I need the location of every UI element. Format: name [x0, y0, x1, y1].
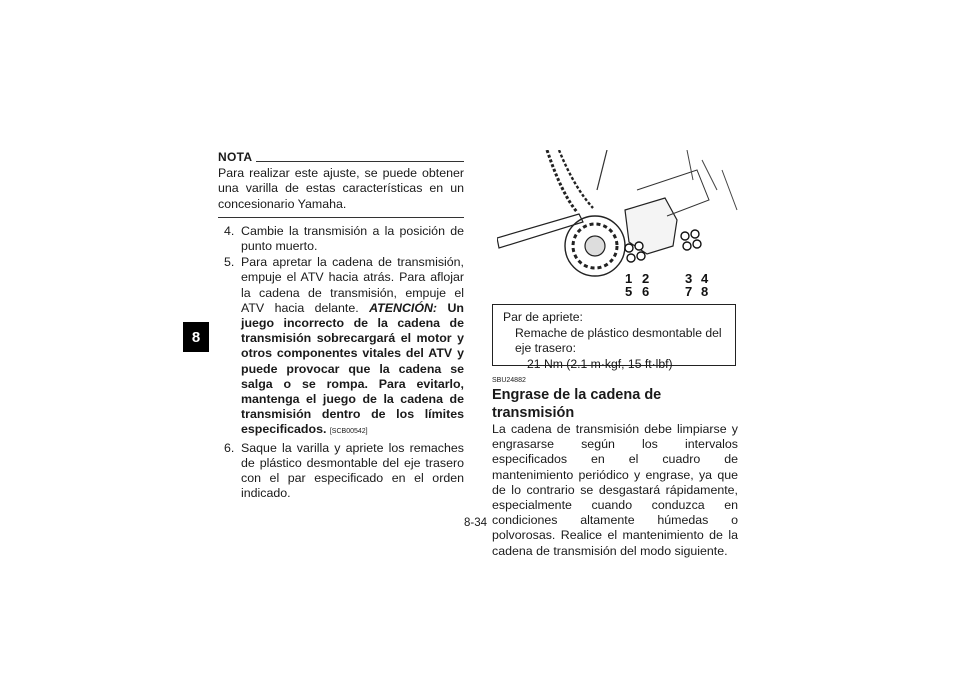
torque-label: Par de apriete:: [503, 310, 583, 324]
step-text: Saque la varilla y apriete los remaches de plástico desmontable del eje trasero con el par especificado en el orden indicado.: [241, 440, 464, 501]
step-list: [218, 224, 464, 502]
torque-item: Remache de plástico desmontable del eje trasero:: [515, 325, 722, 355]
nota-rule: [256, 161, 464, 162]
section-body: La cadena de transmisión debe limpiarse y engrasarse según los intervalos especificados en el cuadro de mantenimiento periódico y engrase, ya que de lo contrario se desgastará rápidamente, especialmente cuando conduzca en condiciones altamente húmedas o polvorosas. Realice el mantenimiento de la cadena de transmisión del modo siguiente.: [492, 422, 738, 558]
callout-label: 5: [625, 284, 633, 296]
nota-header: [218, 150, 464, 165]
step-item: [218, 441, 464, 502]
step-item: [218, 255, 464, 439]
step-item: [218, 224, 464, 254]
torque-value: 21 Nm (2.1 m·kgf, 15 ft·lbf): [527, 356, 673, 371]
callout-label: 4: [701, 271, 709, 286]
caution-text: Un juego incorrecto de la cadena de transmisión sobrecargará el motor y otros componentes vitales del ATV y puede provocar que la cadena se salga o se rompa. Para evitarlo, mantenga el juego de la cadena de transmisión dentro de los límites especificados.: [241, 300, 465, 437]
left-column: [218, 150, 464, 502]
callout-label: 7: [685, 284, 693, 296]
callout-label: 8: [701, 284, 709, 296]
callout-label: 6: [642, 284, 650, 296]
torque-spec-box: [492, 304, 736, 371]
step-text: Para apretar la cadena de transmisión, empuje el ATV hacia atrás. Para aflojar la cadena de transmisión, empuje el ATV hacia delante.: [241, 255, 464, 315]
nota-text: Para realizar este ajuste, se puede obtener una varilla de estas características en un concesionario Yamaha.: [218, 166, 464, 211]
step-number: 5.: [224, 255, 235, 270]
callout-label: 2: [642, 271, 650, 286]
caution-label: ATENCIÓN:: [369, 300, 438, 315]
chapter-number: 8: [191, 328, 201, 346]
chapter-tab: [183, 322, 209, 352]
nota-end-rule: [218, 217, 464, 218]
section-code: SBU24882: [492, 377, 526, 384]
chain-adjuster-illustration: [497, 150, 738, 296]
caution-ref: [SCB00542]: [329, 428, 368, 436]
step-text: Cambie la transmisión a la posición de punto muerto.: [241, 223, 464, 254]
right-column: [492, 377, 738, 559]
step-number: 6.: [224, 440, 235, 455]
callout-label: 1: [625, 271, 633, 286]
callout-label: 3: [685, 271, 693, 286]
nota-label: NOTA: [218, 150, 253, 164]
page-number: 8-34: [464, 517, 488, 529]
step-number: 4.: [224, 223, 235, 238]
section-heading: Engrase de la cadena de transmisión: [492, 387, 662, 421]
